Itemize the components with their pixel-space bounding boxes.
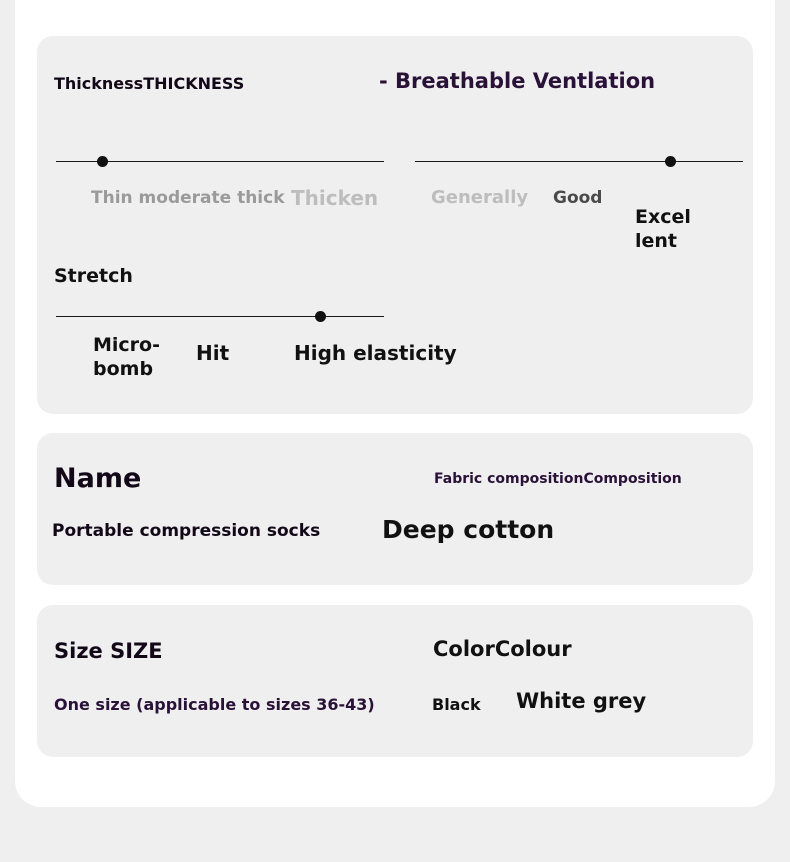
ventilation-scale-track: [415, 161, 743, 162]
fabric-value: Deep cotton: [382, 515, 555, 544]
stretch-option-micro-bomb: Micro-bomb: [93, 334, 160, 380]
fabric-label: Fabric compositionComposition: [434, 471, 682, 487]
stretch-scale-track: [56, 316, 384, 317]
stretch-option-hit: Hit: [196, 341, 230, 365]
size-value: One size (applicable to sizes 36-43): [54, 695, 375, 714]
thickness-scale-marker: [97, 156, 108, 167]
stretch-title: Stretch: [54, 265, 133, 287]
name-label: Name: [54, 463, 142, 494]
stretch-scale-marker: [315, 311, 326, 322]
color-label: ColorColour: [433, 637, 572, 661]
thickness-option-thicken: Thicken: [291, 186, 379, 210]
ventilation-option-generally: Generally: [431, 187, 529, 208]
size-color-panel: [37, 605, 753, 757]
ventilation-scale-marker: [665, 156, 676, 167]
stretch-option-high-elasticity: High elasticity: [294, 341, 457, 365]
product-info-panel: [37, 433, 753, 585]
attributes-panel: [37, 36, 753, 414]
ventilation-option-good: Good: [553, 188, 603, 208]
ventilation-option-excellent: Excel lent: [635, 206, 691, 252]
thickness-title: ThicknessTHICKNESS: [54, 74, 245, 93]
ventilation-title: - Breathable Ventlation: [379, 69, 656, 93]
size-label: Size SIZE: [54, 639, 163, 663]
name-value: Portable compression socks: [52, 521, 321, 541]
thickness-option-thin-moderate-thick: Thin moderate thick: [91, 188, 285, 208]
color-option-white-grey: White grey: [516, 689, 647, 713]
color-option-black: Black: [432, 695, 481, 714]
